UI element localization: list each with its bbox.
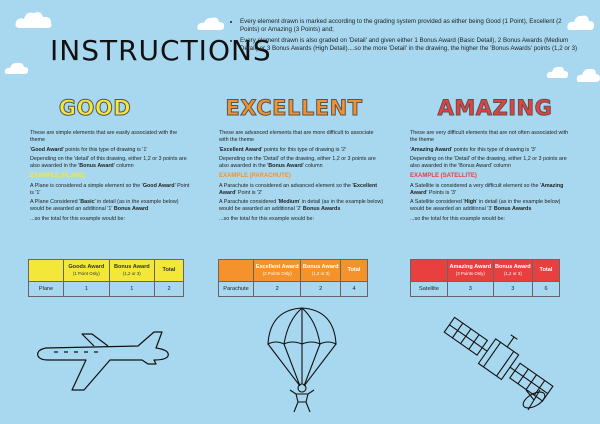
table-header: Total <box>341 260 368 282</box>
good-example-label: EXAMPLE (PLANE) <box>30 172 86 179</box>
bullet-item: • Every element drawn is also graded on 'Detail' and given either 1 Bonus Award (Basic Detail), 2 Bonus Awards (Medium Detail) or 3 Bonus Awards (High Detail)....so the more 'Detail' in the drawing, the higher the 'Bonus Awards' points (1,2 or 3) <box>240 37 580 54</box>
table-cell: 1 <box>109 282 154 297</box>
good-points: 'Good Award' points for this type of drawing is '1' <box>30 146 148 153</box>
table-corner <box>29 260 64 282</box>
amazing-bonus-note: Depending on the 'Detail' of the drawing, either 1,2 or 3 points are also awarded in the 'Bonus Award' column <box>410 156 567 170</box>
satellite-drawing <box>436 310 560 418</box>
excellent-example-3: ...so the total for this example would be: <box>219 215 314 222</box>
table-cell: Plane <box>29 282 64 297</box>
bullet-item: • Every element drawn is marked according to the grading system provided as either being Good (1 Point), Excellent (2 Points) or Amazing (3 Points) and; <box>240 18 580 35</box>
excellent-description: These are advanced elements that are more difficult to associate with the theme <box>219 130 374 143</box>
table-cell: 3 <box>493 282 532 297</box>
amazing-example-label: EXAMPLE (SATELLITE) <box>410 172 477 179</box>
cloud-right-edge <box>576 66 600 84</box>
table-cell: 2 <box>254 282 301 297</box>
table-cell: 3 <box>448 282 494 297</box>
excellent-score-table <box>218 259 368 297</box>
table-row <box>29 282 184 297</box>
instructions-bullets <box>228 18 580 56</box>
cloud-left-mid <box>4 60 30 76</box>
table-cell: 1 <box>64 282 110 297</box>
table-corner <box>219 260 254 282</box>
table-corner <box>411 260 448 282</box>
amazing-points: 'Amazing Award' points for this type of drawing is '3' <box>410 146 536 153</box>
cloud-right-small <box>546 64 570 80</box>
table-cell: 2 <box>301 282 341 297</box>
table-header: Excellent Award (2 Points Only) <box>254 260 301 282</box>
amazing-example-3: ...so the total for this example would be: <box>410 215 505 222</box>
good-column <box>30 130 190 226</box>
cloud-top-left <box>14 8 54 30</box>
amazing-example-1: A Satellite is considered a very difficult element so the 'Amazing Award' Points is '3' <box>410 182 564 196</box>
table-header: Bonus Award (1,2 or 3) <box>109 260 154 282</box>
parachute-drawing <box>262 306 342 414</box>
good-example-2: A Plane Considered 'Basic' in detail (as in the example below) would be awarded an additional '1' Bonus Award <box>30 199 179 213</box>
table-row <box>219 282 368 297</box>
table-row <box>411 282 560 297</box>
amazing-heading: AMAZING <box>437 96 553 120</box>
good-example-1: A Plane is considered a simple element so the 'Good Award' Point is '1' <box>30 182 190 196</box>
excellent-example-2: A Parachute considered 'Medium' in detail (as in the example below) would be awarded an additional '2' Bonus Awards <box>219 199 384 213</box>
excellent-example-label: EXAMPLE (PARACHUTE) <box>219 172 291 179</box>
amazing-score-table <box>410 259 560 297</box>
table-cell: 2 <box>155 282 184 297</box>
amazing-example-2: A Satellite considered 'High' in detail (as in the example below) would be awarded an additional '3' Bonus Awards <box>410 199 561 213</box>
amazing-column <box>410 130 575 226</box>
table-header: Goods Award (1 Point Only) <box>64 260 110 282</box>
amazing-description: These are very difficult elements that are not often associated with the theme <box>410 130 569 143</box>
excellent-points: 'Excellent Award' points for this type of drawing is '2' <box>219 146 346 153</box>
good-bonus-note: Depending on the 'detail' of this drawing, either 1,2 or 3 points are also awarded in the 'Bonus Award' column <box>30 156 187 170</box>
table-header: Amazing Award (3 Points Only) <box>448 260 494 282</box>
table-header: Bonus Award (1,2 or 3) <box>493 260 532 282</box>
table-cell: 4 <box>341 282 368 297</box>
table-cell: 6 <box>533 282 560 297</box>
good-score-table <box>28 259 184 297</box>
page-title: INSTRUCTIONS <box>50 34 272 67</box>
plane-drawing <box>34 328 174 398</box>
good-example-3: ...so the total for this example would be: <box>30 215 125 222</box>
table-header: Total <box>155 260 184 282</box>
good-heading: GOOD <box>58 96 132 120</box>
excellent-bonus-note: Depending on the 'Detail' of the drawing, either 1,2 or 3 points are also awarded in the 'Bonus Award' column <box>219 156 376 170</box>
table-cell: Satellite <box>411 282 448 297</box>
cloud-top-mid <box>196 14 226 32</box>
excellent-heading: EXCELLENT <box>225 96 363 120</box>
table-cell: Parachute <box>219 282 254 297</box>
table-header: Bonus Award (1,2 or 3) <box>301 260 341 282</box>
excellent-column <box>219 130 384 226</box>
excellent-example-1: A Parachute is considered an advanced element so the 'Excellent Award' Point is '2' <box>219 182 378 196</box>
table-header: Total <box>533 260 560 282</box>
good-description: These are simple elements that are easily associated with the theme <box>30 130 178 143</box>
